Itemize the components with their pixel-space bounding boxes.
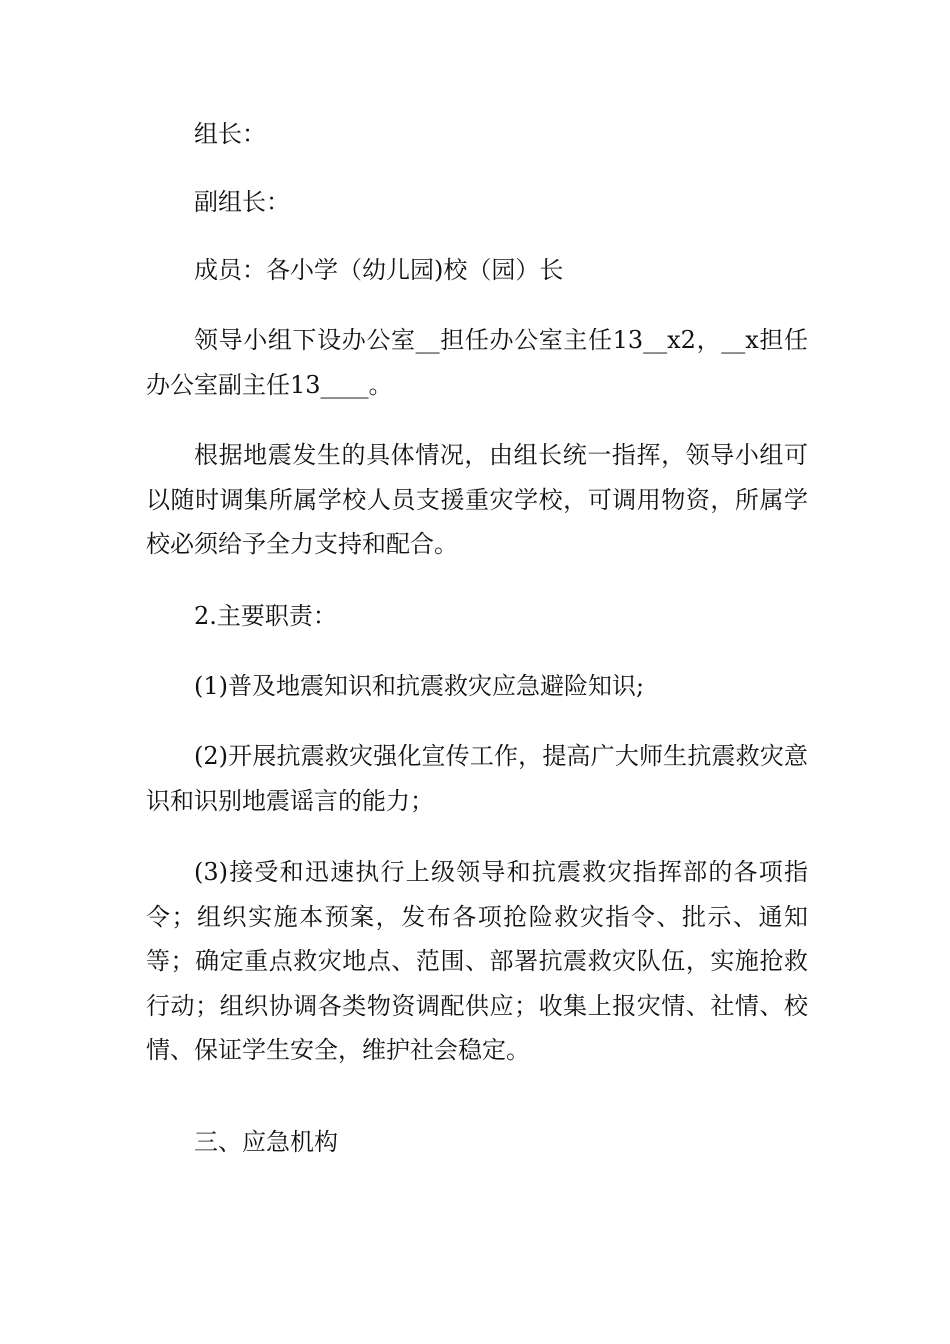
duty-item-2: (2)开展抗震救灾强化宣传工作，提高广大师生抗震救灾意识和识别地震谣言的能力； <box>146 742 808 815</box>
paragraph-command: 根据地震发生的具体情况，由组长统一指挥，领导小组可以随时调集所属学校人员支援重灾学校，可调用物资，所属学校必须给予全力支持和配合。 <box>146 441 808 558</box>
section-heading-emergency-agency: 三、应急机构 <box>194 1128 338 1156</box>
duty-item-3: (3)接受和迅速执行上级领导和抗震救灾指挥部的各项指令；组织实施本预案，发布各项抢险救灾指令、批示、通知等；确定重点救灾地点、范围、部署抗震救灾队伍，实施抢救行动；组织协调各类物资调配供应；收集上报灾情、社情、校情、保证学生安全，维护社会稳定。 <box>146 858 808 1064</box>
paragraph-office: 领导小组下设办公室__担任办公室主任13__x2，__x担任办公室副主任13____。 <box>146 326 808 399</box>
paragraph-members: 成员：各小学（幼儿园)校（园）长 <box>194 256 564 284</box>
paragraph-deputy-leader: 副组长： <box>194 188 290 216</box>
section-heading-duties: 2.主要职责： <box>194 602 337 630</box>
paragraph-team-leader: 组长： <box>194 120 266 148</box>
duty-item-1: (1)普及地震知识和抗震救灾应急避险知识; <box>194 672 645 700</box>
